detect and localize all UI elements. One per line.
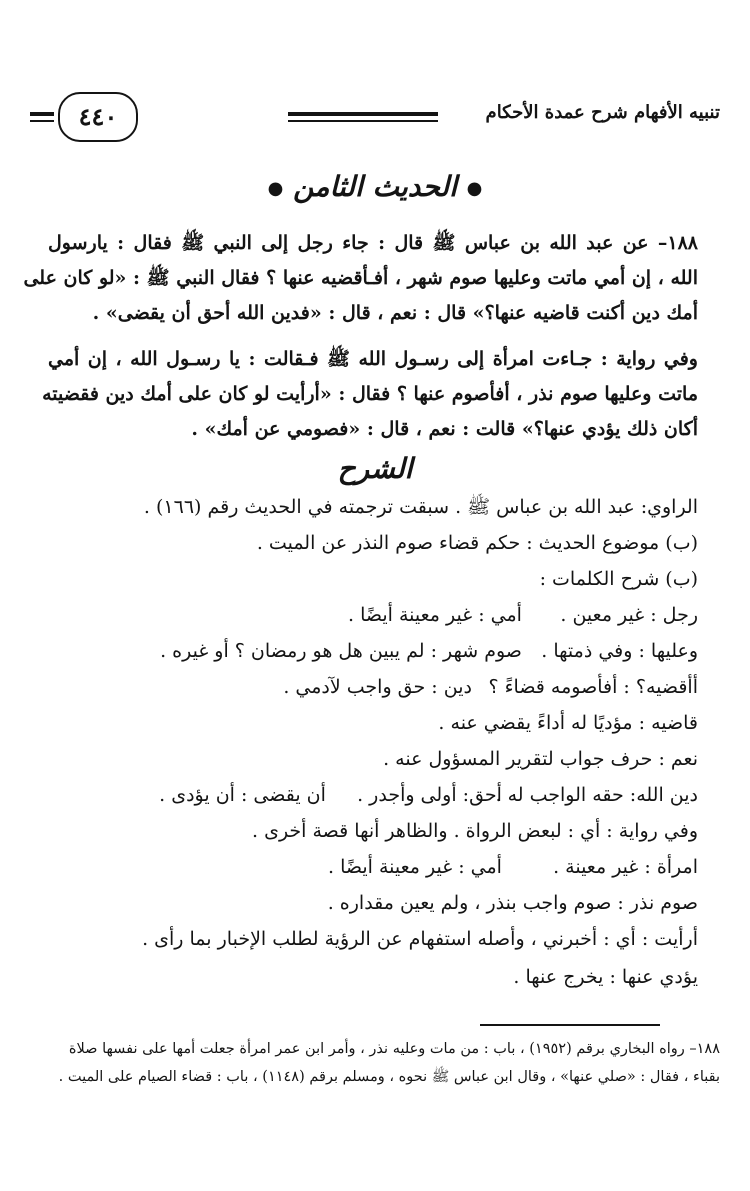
hadith-line: الله ، إن أمي ماتت وعليها صوم شهر ، أفـأقضيه عنها ؟ فقال النبي ﷺ : «لو كان على	[23, 267, 698, 289]
word-row	[98, 670, 698, 704]
word-entry: صوم شهر : لم يبين هل هو رمضان ؟ أو غيره .	[160, 640, 522, 662]
header-rule-left-thin	[30, 120, 54, 122]
word-entry: وفي رواية : أي : لبعض الرواة . والظاهر أنها قصة أخرى .	[252, 820, 698, 842]
header-rule-thick	[288, 112, 438, 116]
riwaya-line: ماتت وعليها صوم نذر ، أفأصوم عنها ؟ فقال : «أرأيت لو كان على أمك دين فقضيته	[42, 383, 698, 405]
word-row	[98, 742, 698, 776]
narrator-line: الراوي: عبد الله بن عباس ﷺ . سبقت ترجمته في الحديث رقم (١٦٦) .	[143, 496, 698, 518]
hadith-line: أمك دين أكنت قاضيه عنها؟» قال : نعم ، قال : «فدين الله أحق أن يقضى» .	[92, 302, 698, 324]
word-entry: أأقضيه؟ : أفأصومه قضاءً ؟	[488, 676, 698, 698]
word-row	[98, 850, 698, 884]
bullet-icon: ●	[267, 178, 284, 199]
word-entry: صوم نذر : صوم واجب بنذر ، ولم يعين مقداره .	[327, 892, 698, 914]
word-entry: دين الله: حقه الواجب له .	[495, 784, 698, 806]
hadith-line: ١٨٨– عن عبد الله بن عباس ﷺ قال : جاء رجل إلى النبي ﷺ فقال : يارسول	[48, 232, 698, 254]
page-number: ٤٤٠	[58, 92, 138, 142]
page-header	[30, 92, 720, 144]
header-rule-left-thick	[30, 112, 54, 116]
sharh-heading: الشرح	[337, 452, 413, 485]
header-rule-thin	[288, 120, 438, 122]
word-entry: رجل : غير معين .	[560, 604, 698, 626]
word-entry: نعم : حرف جواب لتقرير المسؤول عنه .	[383, 748, 698, 770]
book-title: تنبيه الأفهام شرح عمدة الأحكام	[485, 102, 720, 123]
word-entry: أمي : غير معينة أيضًا .	[348, 604, 522, 626]
footnote-line: ١٨٨– رواه البخاري برقم (١٩٥٢) ، باب : من مات وعليه نذر ، وأمر ابن عمر امرأة جعلت أمها على نفسها صلاة	[68, 1041, 720, 1057]
word-row	[98, 598, 698, 632]
word-row	[98, 706, 698, 740]
word-entry: دين : حق واجب لآدمي .	[283, 676, 472, 698]
word-row	[98, 886, 698, 920]
word-entry: امرأة : غير معينة .	[553, 856, 698, 878]
word-row	[98, 960, 698, 994]
word-row	[98, 634, 698, 668]
word-row	[98, 778, 698, 812]
word-entry: أحق: أولى وأجدر .	[357, 784, 502, 806]
topic-line: (ب) موضوع الحديث : حكم قضاء صوم النذر عن الميت .	[256, 532, 698, 554]
word-row	[98, 814, 698, 848]
footnote-line: بقباء ، فقال : «صلي عنها» ، وقال ابن عباس ﷺ نحوه ، ومسلم برقم (١١٤٨) ، باب : قضاء الصيام على الميت .	[58, 1069, 720, 1085]
bullet-icon: ●	[466, 178, 483, 199]
word-entry: أرأيت : أي : أخبرني ، وأصله استفهام عن الرؤية لطلب الإخبار بما رأى .	[142, 928, 698, 950]
riwaya-line: وفي رواية : جـاءت امرأة إلى رسـول الله ﷺ فـقالت : يا رسـول الله ، إن أمي	[48, 348, 698, 370]
footnote-rule	[480, 1024, 660, 1026]
word-entry: قاضيه : مؤديًا له أداءً يقضي عنه .	[438, 712, 698, 734]
riwaya-line: أكان ذلك يؤدي عنها؟» قالت : نعم ، قال : «فصومي عن أمك» .	[191, 418, 698, 440]
hadith-heading-text: الحديث الثامن	[293, 170, 457, 203]
words-title: (ب) شرح الكلمات :	[539, 568, 698, 590]
word-entry: يؤدي عنها : يخرج عنها .	[513, 966, 698, 988]
word-entry: أمي : غير معينة أيضًا .	[328, 856, 502, 878]
word-entry: وعليها : وفي ذمتها .	[541, 640, 698, 662]
hadith-heading	[0, 170, 750, 203]
word-row	[98, 922, 698, 956]
word-entry: أن يقضى : أن يؤدى .	[159, 784, 326, 806]
